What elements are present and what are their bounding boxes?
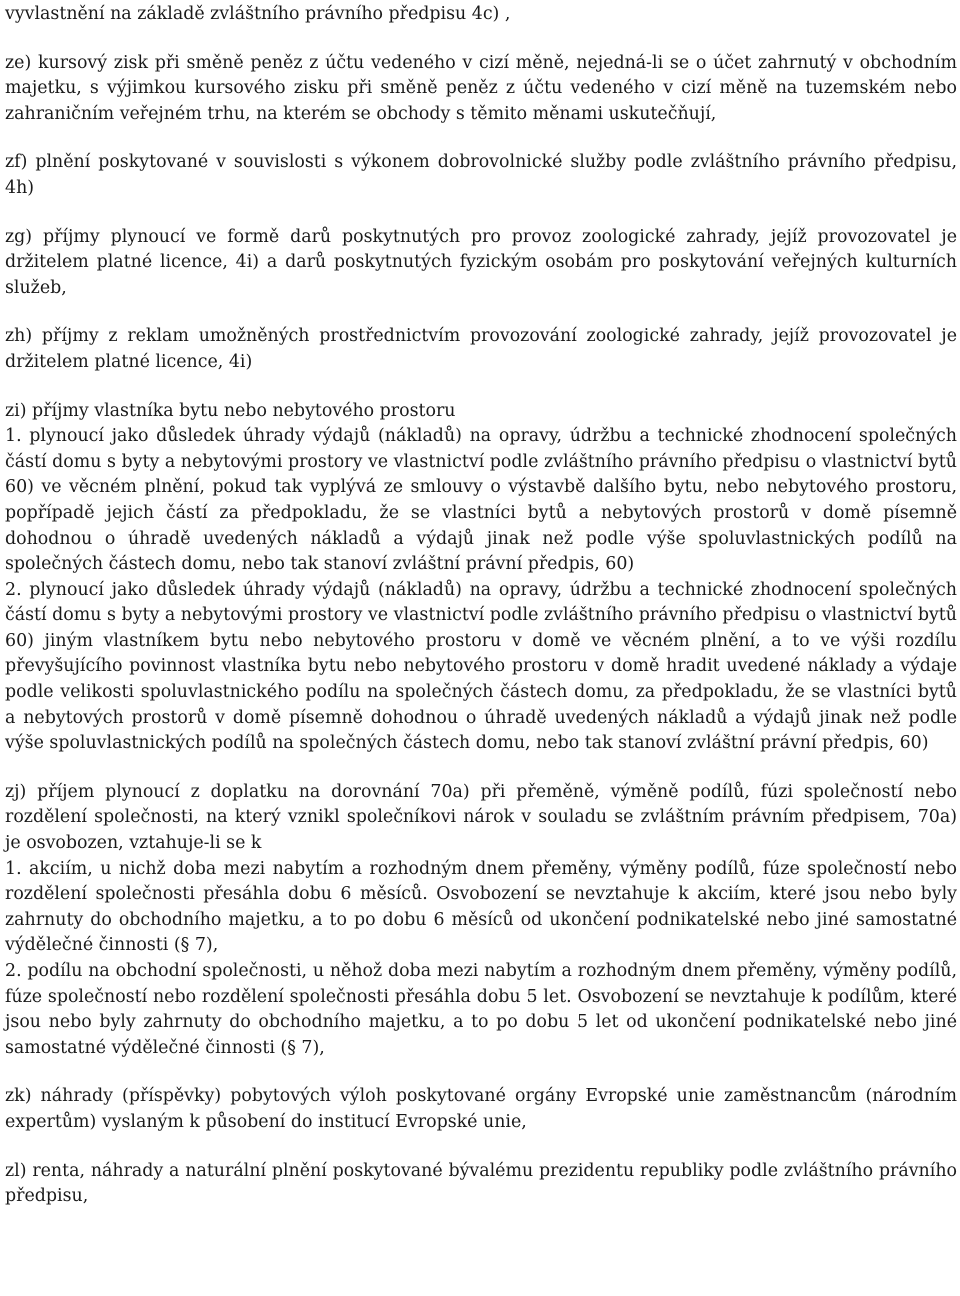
paragraph-zj: zj) příjem plynoucí z doplatku na dorovnání 70a) při přeměně, výměně podílů, fúzi společností nebo rozdělení společnosti, na který vznikl společníkovi nárok v souladu se zvláštním právním předpisem, 70a) je osvobozen, vztahuje-li se k — [5, 781, 957, 854]
paragraph-zi-item-2: 2. plynoucí jako důsledek úhrady výdajů (nákladů) na opravy, údržbu a technické zhodnocení společných částí domu s byty a nebytovými prostory ve vlastnictví podle zvláštního právního předpisu o vlastnictví bytů 60) jiným vlastníkem bytu nebo nebytového prostoru v domě ve věcném plnění, a to ve výši rozdílu převyšujícího povinnost vlastníka bytu nebo nebytového prostoru v domě hradit uvedené náklady a výdaje podle velikosti spoluvlastnického podílu na společných částech domu, za předpokladu, že se vlastníci bytů a nebytových prostorů v domě písemně dohodnou o úhradě uvedených nákladů a výdajů jinak než podle výše spoluvlastnických podílů na společných částech domu, nebo tak stanoví zvláštní právní předpis, 60) — [5, 579, 957, 754]
paragraph-zf: zf) plnění poskytované v souvislosti s výkonem dobrovolnické služby podle zvláštního právního předpisu, 4h) — [5, 152, 957, 198]
paragraph-zg: zg) příjmy plynoucí ve formě darů poskytnutých pro provoz zoologické zahrady, jejíž provozovatel je držitelem platné licence, 4i) a darů poskytnutých fyzickým osobám pro poskytování veřejných kulturních služeb, — [5, 226, 957, 298]
paragraph-zi-item-1: 1. plynoucí jako důsledek úhrady výdajů (nákladů) na opravy, údržbu a technické zhodnocení společných částí domu s byty a nebytovými prostory ve vlastnictví podle zvláštního právního předpisu o vlastnictví bytů 60) ve věcném plnění, pokud tak vyplývá ze smlouvy o výstavbě dalšího bytu, nebo nebytového prostoru, popřípadě jejich částí za předpokladu, že se vlastníci bytů a nebytových prostorů v domě písemně dohodnou o úhradě uvedených nákladů a výdajů jinak než podle výše spoluvlastnických podílů na společných částech domu, nebo tak stanoví zvláštní právní předpis, 60) — [5, 426, 957, 575]
paragraph-zl: zl) renta, náhrady a naturální plnění poskytované bývalému prezidentu republiky podle zvláštního právního předpisu, — [5, 1160, 957, 1207]
paragraph-zh: zh) příjmy z reklam umožněných prostřednictvím provozování zoologické zahrady, jejíž provozovatel je držitelem platné licence, 4i) — [5, 326, 957, 372]
paragraph-zj-item-1: 1. akciím, u nichž doba mezi nabytím a rozhodným dnem přeměny, výměny podílů, fúze společností nebo rozdělení společnosti přesáhla dobu 6 měsíců. Osvobození se nevztahuje k akciím, které jsou nebo byly zahrnuty do obchodního majetku, a to po dobu 6 měsíců od ukončení podnikatelské nebo jiné samostatné výdělečné činnosti (§ 7), — [5, 858, 957, 956]
paragraph-ze: ze) kursový zisk při směně peněz z účtu vedeného v cizí měně, nejedná-li se o účet zahrnutý v obchodním majetku, s výjimkou kursového zisku při směně peněz z účtu vedeného v cizí měně na tuzemském nebo zahraničním veřejném trhu, na kterém se obchody s těmito měnami uskutečňují, — [5, 52, 957, 124]
paragraph-zk: zk) náhrady (příspěvky) pobytových výloh poskytované orgány Evropské unie zaměstnancům (národním expertům) vyslaným k působení do institucí Evropské unie, — [5, 1086, 957, 1132]
paragraph-zi: zi) příjmy vlastníka bytu nebo nebytového prostoru — [5, 400, 456, 421]
paragraph-intro: vyvlastnění na základě zvláštního právního předpisu 4c) , — [5, 4, 511, 24]
paragraph-zj-item-2: 2. podílu na obchodní společnosti, u něhož doba mezi nabytím a rozhodným dnem přeměny, výměny podílů, fúze společností nebo rozdělení společnosti přesáhla dobu 5 let. Osvobození se nevztahuje k podílům, které jsou nebo byly zahrnuty do obchodního majetku, a to po dobu 5 let od ukončení podnikatelské nebo jiné samostatné výdělečné činnosti (§ 7), — [5, 961, 957, 1058]
